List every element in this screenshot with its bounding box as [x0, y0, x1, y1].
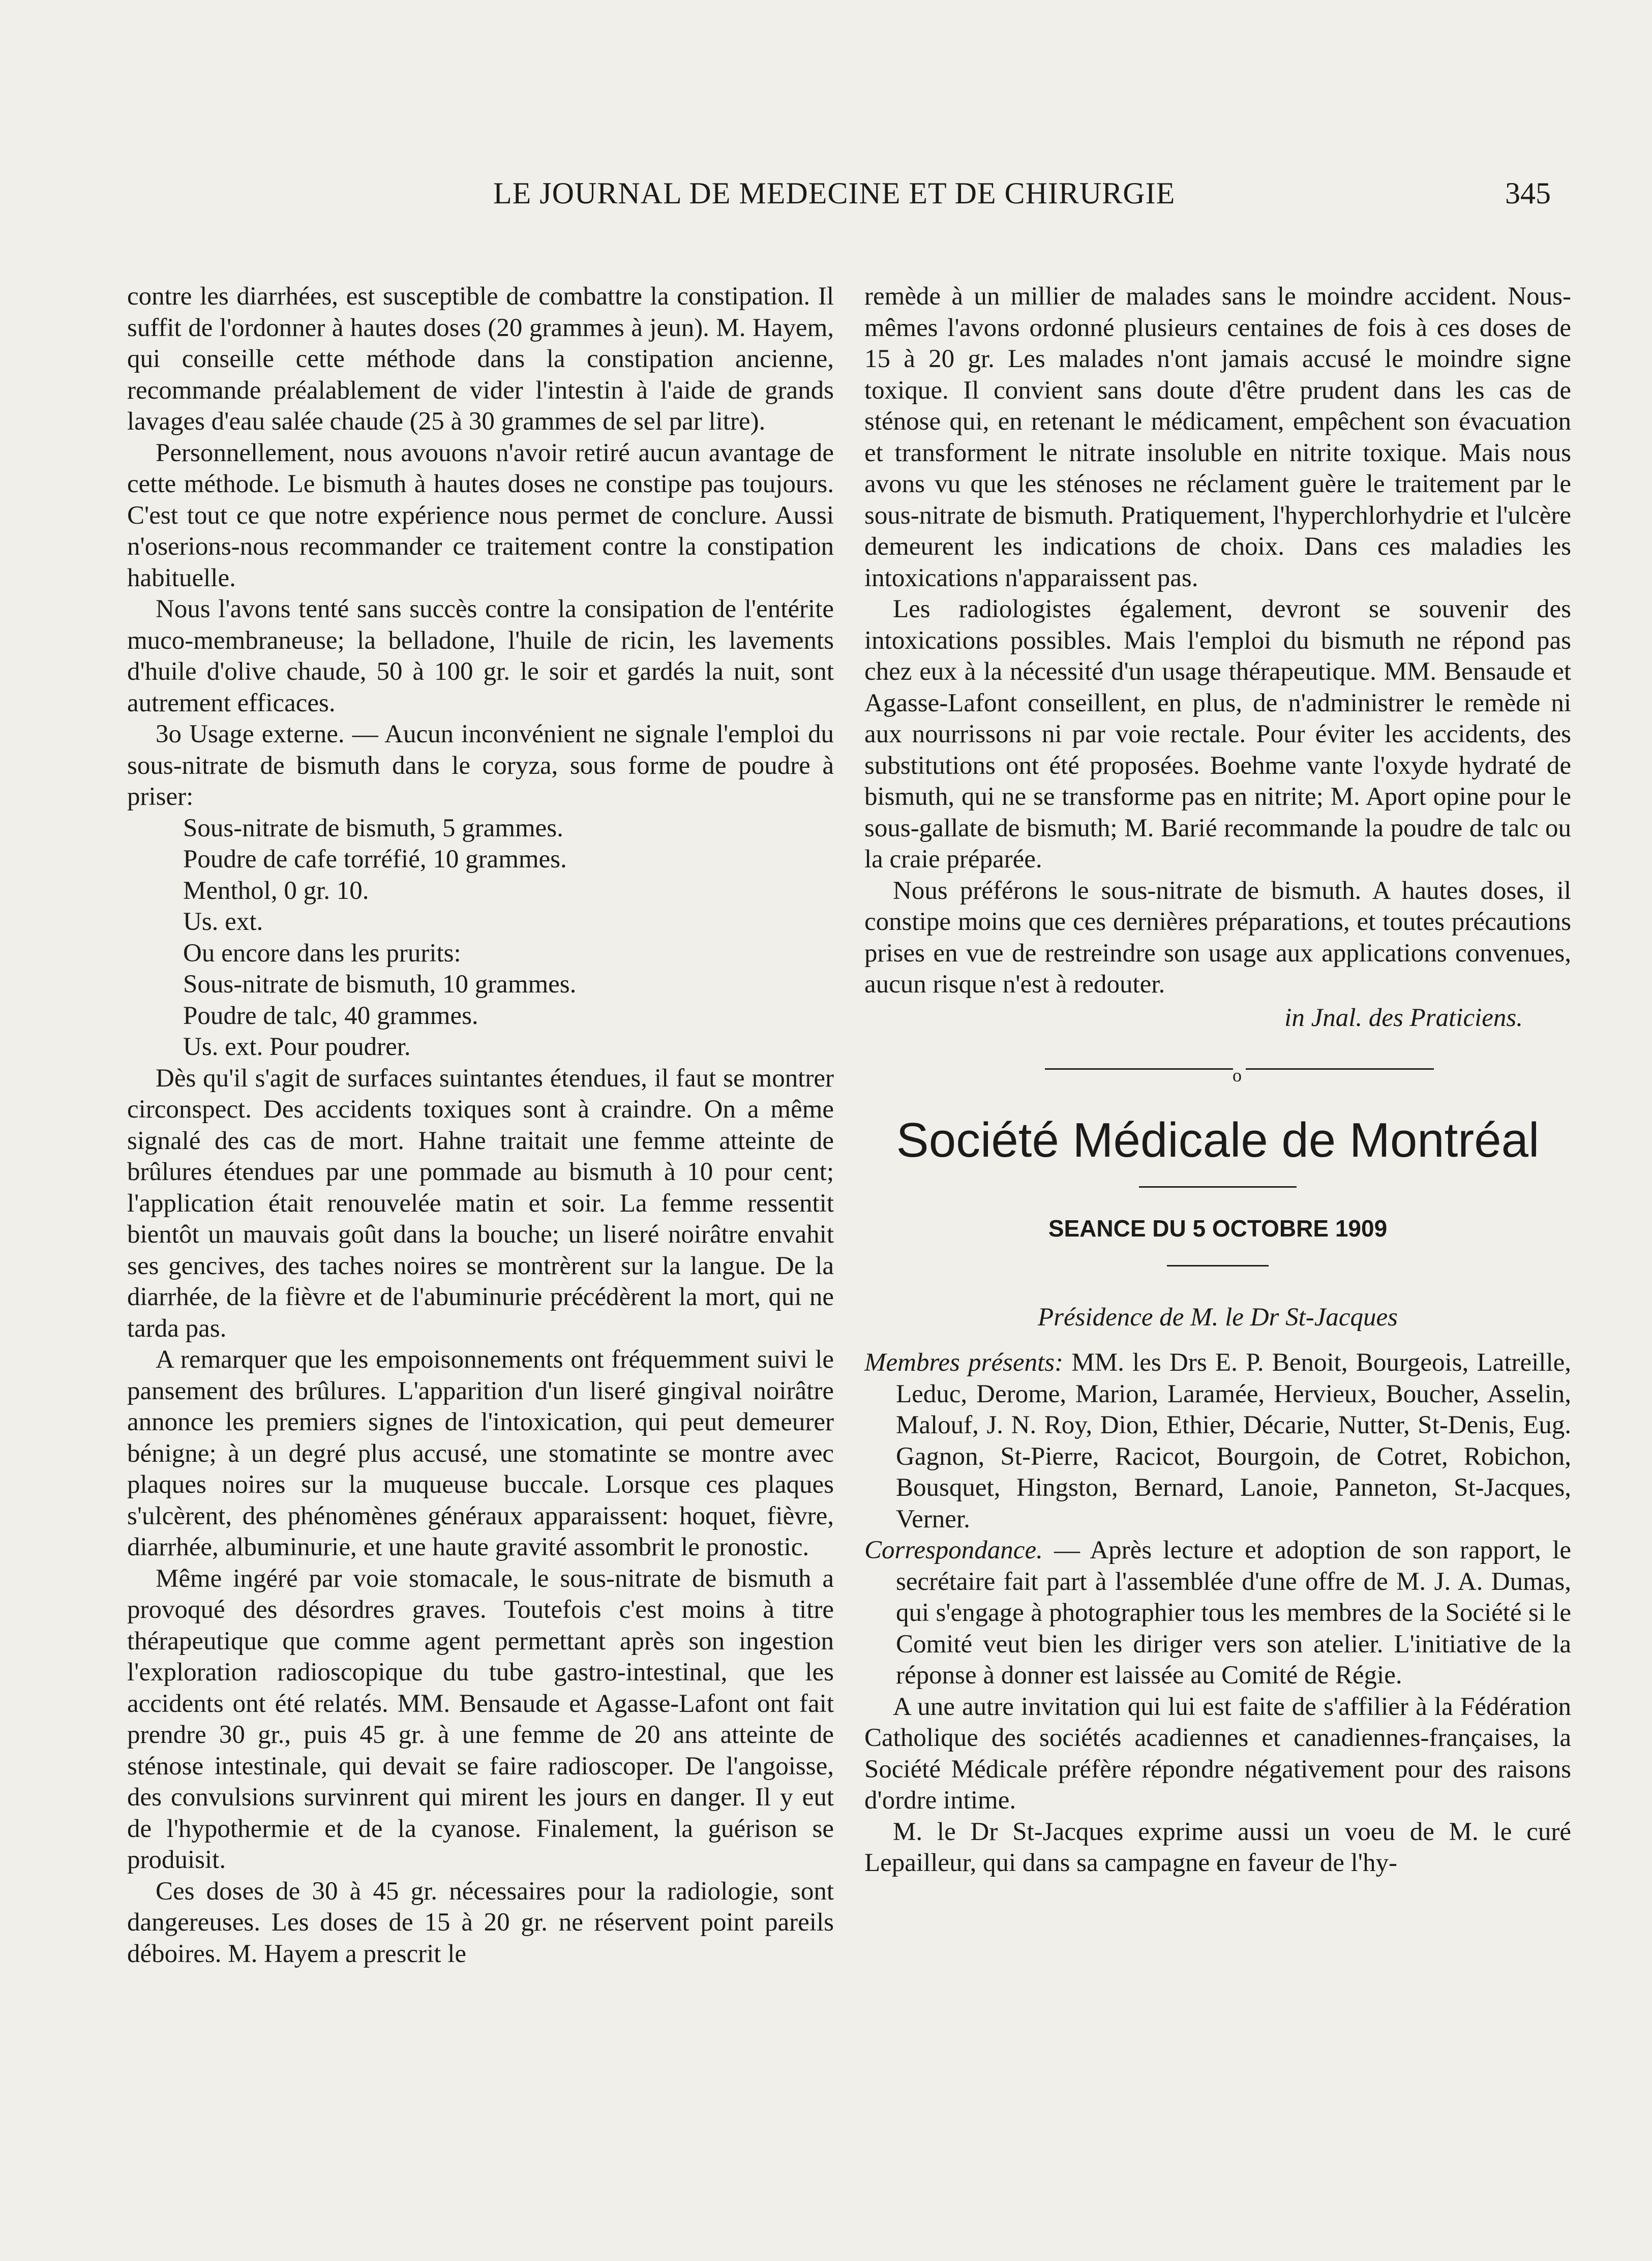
source-citation: in Jnal. des Praticiens. — [1284, 1003, 1523, 1032]
recipe-line: Poudre de talc, 40 grammes. — [183, 1001, 478, 1030]
members-paragraph — [864, 1347, 1571, 1535]
paragraph: Nous préférons le sous-nitrate de bismuth. A hautes doses, il constipe moins que ces dernières préparations, et toutes précautions prises en vue de restreindre son usage aux applications convenues, aucun risque n'est à redouter. — [864, 876, 1571, 999]
recipe-line: Poudre de cafe torréfié, 10 grammes. — [183, 845, 567, 873]
paragraph: A une autre invitation qui lui est faite de s'affilier à la Fédération Catholique des sociétés acadiennes et canadiennes-françaises, la Société Médicale préfère répondre négativement pour des raisons d'ordre intime. — [864, 1692, 1571, 1815]
recipe-line: Sous-nitrate de bismuth, 10 grammes. — [183, 970, 577, 999]
members-label: Membres présents: — [864, 1348, 1064, 1377]
section-divider — [864, 1054, 1571, 1084]
paragraph: A remarquer que les empoisonnements ont fréquemment suivi le pansement des brûlures. L'apparition d'un liseré gingival noirâtre annonce les premiers signes de l'intoxication, qui peut demeurer bénigne; à un degré plus accusé, une stomatinte se montre avec plaques noires sur la muqueuse buccale. Lorsque ces plaques s'ulcèrent, des phénomènes généraux apparaissent: hoquet, fièvre, diarrhée, albuminurie, et une haute gravité assombrit le pronostic. — [127, 1345, 834, 1561]
recipe-line: Sous-nitrate de bismuth, 5 grammes. — [183, 813, 563, 842]
left-column — [127, 281, 834, 1970]
correspondence-text: — Après lecture et adoption de son rapport, le secrétaire fait part à l'assemblée d'une offre de M. J. A. Dumas, qui s'engage à photographier tous les membres de la Société si le Comité veut bien les diriger vers son atelier. L'initiative de la réponse à donner est laissée au Comité de Régie. — [896, 1536, 1571, 1690]
divider-line — [1246, 1068, 1434, 1070]
paragraph: M. le Dr St-Jacques exprime aussi un voeu de M. le curé Lepailleur, qui dans sa campagne en faveur de l'hy- — [864, 1817, 1571, 1877]
paragraph: Même ingéré par voie stomacale, le sous-nitrate de bismuth a provoqué des désordres graves. Toutefois c'est moins à titre thérapeutique que comme agent permettant après son ingestion l'exploration radioscopique du tube gastro-intestinal, que les accidents ont été relatés. MM. Bensaude et Agasse-Lafont ont fait prendre 30 gr., puis 45 gr. à une femme de 20 ans atteinte de sténose intestinale, qui devait se faire radioscoper. De l'angoisse, des convulsions survinrent qui mirent les jours en danger. Il y eut de l'hypothermie et de la cyanose. Finalement, la guérison se produisit. — [127, 1564, 834, 1874]
paragraph: Ces doses de 30 à 45 gr. nécessaires pour la radiologie, sont dangereuses. Les doses de 15 à 20 gr. ne réservent point pareils déboires. M. Hayem a prescrit le — [127, 1877, 834, 1968]
correspondence-paragraph — [864, 1535, 1571, 1692]
recipe-line: Us. ext. — [183, 908, 263, 936]
paragraph: Personnellement, nous avouons n'avoir retiré aucun avantage de cette méthode. Le bismuth à hautes doses ne constipe pas toujours. C'est tout ce que notre expérience nous permet de conclure. Aussi n'oserions-nous recommander ce traitement contre la constipation habituelle. — [127, 438, 834, 592]
society-title: Société Médicale de Montréal — [896, 1113, 1540, 1167]
seance-rule — [1167, 1265, 1269, 1267]
paragraph: contre les diarrhées, est susceptible de combattre la constipation. Il suffit de l'ordonner à hautes doses (20 grammes à jeun). M. Hayem, qui conseille cette méthode dans la constipation ancienne, recommande préalablement de vider l'intestin à l'aide de grands lavages d'eau salée chaude (25 à 30 grammes de sel par litre). — [127, 282, 834, 436]
paragraph: Dès qu'il s'agit de surfaces suintantes étendues, il faut se montrer circonspect. Des accidents toxiques sont à craindre. On a même signalé des cas de mort. Hahne traitait une femme atteinte de brûlures étendues par une pommade au bismuth à 10 pour cent; l'application était renouvelée matin et soir. La femme ressentit bientôt un mauvais goût dans la bouche; un liseré noirâtre envahit ses gencives, des taches noires se montrèrent sur la langue. De la diarrhée, de la fièvre et de l'abuminurie précédèrent la mort, qui ne tarda pas. — [127, 1064, 834, 1343]
divider-mark: o — [1233, 1065, 1242, 1086]
page-number: 345 — [1505, 176, 1551, 210]
correspondence-label: Correspondance. — [864, 1536, 1043, 1564]
members-list: MM. les Drs E. P. Benoit, Bourgeois, Latreille, Leduc, Derome, Marion, Laramée, Hervieux, Boucher, Asselin, Malouf, J. N. Roy, Dion, Ethier, Décarie, Nutter, St-Denis, Eug. Gagnon, St-Pierre, Racicot, Bourgoin, de Cotret, Robichon, Bousquet, Hingston, Bernard, Lanoie, Panneton, St-Jacques, Verner. — [896, 1348, 1572, 1533]
paragraph: 3o Usage externe. — Aucun inconvénient ne signale l'emploi du sous-nitrate de bismuth dans le coryza, sous forme de poudre à priser: — [127, 720, 834, 811]
title-rule — [1139, 1186, 1297, 1188]
divider-line — [1045, 1068, 1233, 1070]
recipe-line: Ou encore dans les prurits: — [183, 939, 461, 968]
paragraph: remède à un millier de malades sans le moindre accident. Nous-mêmes l'avons ordonné plusieurs centaines de fois à ces doses de 15 à 20 gr. Les malades n'ont jamais accusé le moindre signe toxique. Il convient sans doute d'être prudent dans les cas de sténose qui, en retenant le médicament, empêchent son évacuation et transforment le nitrate insoluble en nitrite toxique. Mais nous avons vu que les sténoses ne réclament guère le traitement par le sous-nitrate de bismuth. Pratiquement, l'hyperchlorhydrie et l'ulcère demeurent les indications de choix. Dans ces maladies les intoxications n'apparaissent pas. — [864, 282, 1571, 592]
running-header — [168, 176, 1551, 217]
recipe-line: Us. ext. Pour poudrer. — [183, 1033, 411, 1061]
seance-heading: SEANCE DU 5 OCTOBRE 1909 — [1048, 1215, 1388, 1242]
paragraph: Nous l'avons tenté sans succès contre la consipation de l'entérite muco-membraneuse; la belladone, l'huile de ricin, les lavements d'huile d'olive chaude, 50 à 100 gr. le soir et gardés la nuit, sont autrement efficaces. — [127, 595, 834, 717]
journal-title: LE JOURNAL DE MEDECINE ET DE CHIRURGIE — [493, 176, 1176, 210]
recipe-line: Menthol, 0 gr. 10. — [183, 876, 369, 905]
right-column — [864, 281, 1571, 1879]
recipe-list — [127, 813, 834, 1063]
presidence-line: Présidence de M. le Dr St-Jacques — [1037, 1303, 1398, 1332]
paragraph: Les radiologistes également, devront se souvenir des intoxications possibles. Mais l'emploi du bismuth ne répond pas chez eux à la nécessité d'un usage thérapeutique. MM. Bensaude et Agasse-Lafont conseillent, en plus, de n'administrer le remède ni aux nourrissons ni par voie rectale. Pour éviter les accidents, des substitutions ont été proposées. Boehme vante l'oxyde hydraté de bismuth, qui ne se transforme pas en nitrite; M. Aport opine pour le sous-gallate de bismuth; M. Barié recommande la poudre de talc ou la craie préparée. — [864, 595, 1571, 873]
